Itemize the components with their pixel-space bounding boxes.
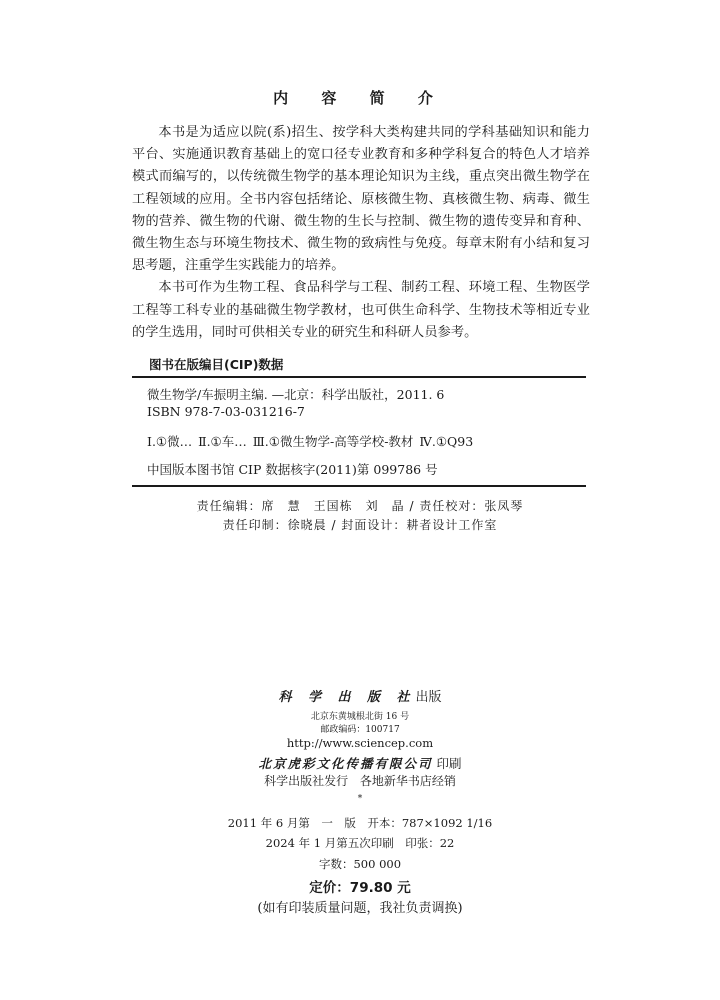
publisher-name	[0, 686, 720, 705]
publisher-url: http://www.sciencep.com	[286, 736, 434, 750]
cip-line-classification: Ⅰ.①微… Ⅱ.①车… Ⅲ.①微生物学-高等学校-教材 Ⅳ.①Q93	[147, 434, 474, 449]
distribution-line: 科学出版社发行 各地新华书店经销	[264, 774, 456, 788]
credits-editors: 责任编辑：席 慧 王国栋 刘 晶 / 责任校对：张凤琴	[196, 499, 524, 513]
edition-line: 2011 年 6 月第 一 版 开本：787×1092 1/16	[227, 816, 493, 830]
quality-note: (如有印装质量问题，我社负责调换)	[257, 901, 463, 916]
credits-production: 责任印制：徐晓晨 / 封面设计：耕者设计工作室	[222, 518, 498, 532]
separator-star: *	[357, 794, 363, 804]
publisher-address: 北京东黄城根北街 16 号	[310, 712, 410, 722]
printer-name: 北京虎彩文化传播有限公司	[258, 756, 433, 771]
cip-top-rule	[132, 376, 586, 378]
publisher-suffix: 出版	[415, 690, 442, 705]
price: 定价：79.80 元	[309, 880, 411, 896]
cip-line-record: 中国版本图书馆 CIP 数据核字(2011)第 099786 号	[147, 462, 438, 477]
cip-bottom-rule	[132, 485, 586, 487]
summary-paragraph-2: 本书可作为生物工程、食品科学与工程、制药工程、环境工程、生物医学工程等工科专业的基础微生物学教材，也可供生命科学、生物技术等相近专业的学生选用，同时可供相关专业的研究生和科研人员参考。	[132, 280, 590, 340]
printing-line: 2024 年 1 月第五次印刷 印张：22	[265, 836, 455, 850]
section-title: 内 容 简 介	[273, 89, 447, 107]
cip-line-isbn: ISBN 978-7-03-031216-7	[147, 404, 305, 419]
cip-line-title: 微生物学/车振明主编. —北京：科学出版社，2011. 6	[147, 387, 445, 402]
printer-line	[0, 754, 720, 772]
publisher-postcode: 邮政编码：100717	[320, 725, 400, 735]
summary-paragraph-1: 本书是为适应以院(系)招生、按学科大类构建共同的学科基础知识和能力平台、实施通识教育基础上的宽口径专业教育和多种学科复合的特色人才培养模式而编写的，以传统微生物学的基本理论知识为主线，重点突出微生物学在工程领域的应用。全书内容包括绪论、原核微生物、真核微生物、病毒、微生物的营养、微生物的代谢、微生物的生长与控制、微生物的遗传变异和育种、微生物生态与环境生物技术、微生物的致病性与免疫。每章末附有小结和复习思考题，注重学生实践能力的培养。	[132, 125, 590, 274]
summary-text	[132, 122, 590, 344]
word-count: 字数：500 000	[318, 857, 402, 871]
cip-heading: 图书在版编目(CIP)数据	[149, 357, 284, 372]
printer-suffix: 印刷	[436, 756, 462, 771]
publisher-logotype: 科 学 出 版 社	[278, 690, 416, 705]
